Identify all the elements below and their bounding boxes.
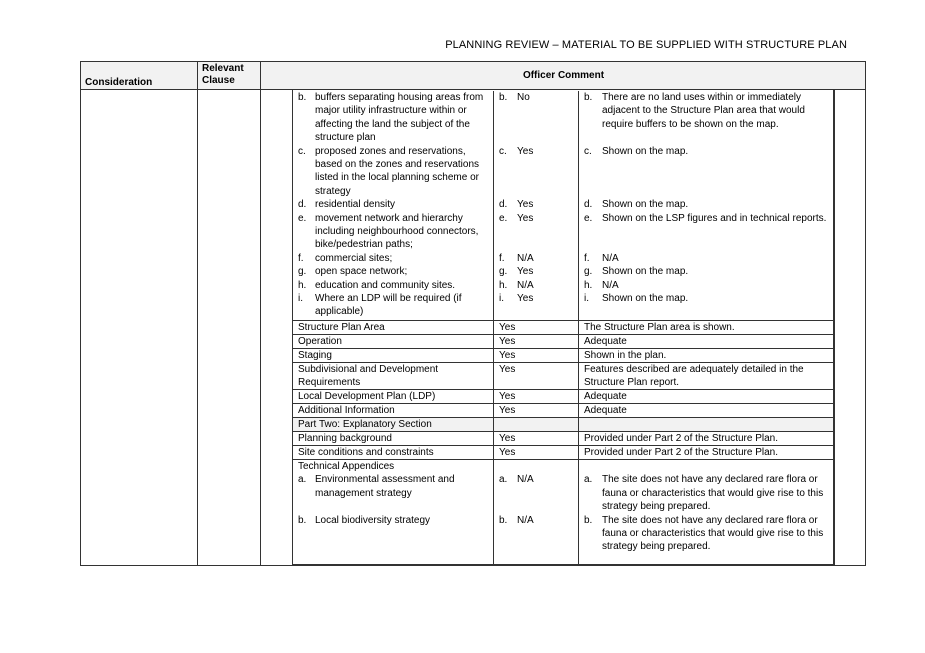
list-item: c. proposed zones and reservations, based on the zones and reservations listed in the local planning scheme or strategy [298,145,479,197]
header-officer-comment: Officer Comment [522,70,605,81]
list-item: b. The site does not have any declared rare flora or fauna or characteristics that would give rise to this strategy being prepared. [584,514,824,553]
table-row: Structure Plan Area Yes The Structure Plan area is shown. [293,320,833,334]
header-relevant-clause: Relevant Clause [202,63,244,86]
technical-appendices-title: Technical Appendices [298,461,395,472]
item-list [293,91,493,319]
section-header-row: Part Two: Explanatory Section [293,417,833,431]
list-item: e. Shown on the LSP figures and in technical reports. [584,212,827,224]
list-item: i. Where an LDP will be required (if applicable) [298,292,462,318]
table-row: Site conditions and constraints Yes Provided under Part 2 of the Structure Plan. [293,445,833,459]
list-item: b. No [499,92,530,103]
list-item: a. The site does not have any declared rare flora or fauna or characteristics that would give rise to this strategy being prepared. [584,474,824,513]
table-row: Subdivisional and Development Requirements Yes Features described are adequately detailed in the Structure Plan report. [293,362,833,389]
table-row: Operation Yes Adequate [293,334,833,348]
list-item: f. N/A [499,252,534,264]
list-item: b. There are no land uses within or immediately adjacent to the Structure Plan area that would require buffers to be shown on the map. [584,92,805,130]
list-item: c. Yes [499,145,534,157]
list-item: c. Shown on the map. [584,145,689,157]
list-item: f. commercial sites; [298,252,393,264]
list-item: f. N/A [584,252,619,264]
list-item: h. N/A [584,279,619,291]
page-header-title: PLANNING REVIEW – MATERIAL TO BE SUPPLIED WITH STRUCTURE PLAN [445,39,847,51]
list-item: b. N/A [499,514,534,526]
list-item: b. buffers separating housing areas from major utility infrastructure within or affecting the land the subject of the structure plan [298,92,484,144]
list-item: g. Yes [499,266,534,278]
list-item: h. education and community sites. [298,279,456,291]
column-divider [197,62,198,565]
list-item: g. Shown on the map. [584,266,689,278]
table-row [293,459,833,565]
table-row: Additional Information Yes Adequate [293,403,833,417]
list-item: a. Environmental assessment and management strategy [298,474,455,499]
list-item: i. Yes [499,292,534,304]
list-item: b. Local biodiversity strategy [298,514,431,526]
column-divider [260,62,261,565]
table-row [293,91,833,320]
header-consideration: Consideration [85,77,153,88]
officer-comment-inner-table [292,90,834,566]
column-divider [834,90,835,565]
comment-list [578,91,833,320]
table-row: Staging Yes Shown in the plan. [293,348,833,362]
list-item: i. Shown on the map. [584,292,689,304]
list-item: h. N/A [499,279,534,291]
list-item: g. open space network; [298,266,408,278]
table-header-row [81,62,865,90]
list-item: e. Yes [499,212,534,224]
table-row: Local Development Plan (LDP) Yes Adequate [293,389,833,403]
list-item: d. Shown on the map. [584,199,689,211]
answer-list [493,91,578,320]
list-item: d. Yes [499,199,534,211]
list-item: a. N/A [499,474,534,486]
table-row: Planning background Yes Provided under Part 2 of the Structure Plan. [293,431,833,445]
list-item: d. residential density [298,199,396,211]
review-table [80,61,866,566]
list-item: e. movement network and hierarchy including neighbourhood connectors, bike/pedestrian paths; [298,212,479,251]
